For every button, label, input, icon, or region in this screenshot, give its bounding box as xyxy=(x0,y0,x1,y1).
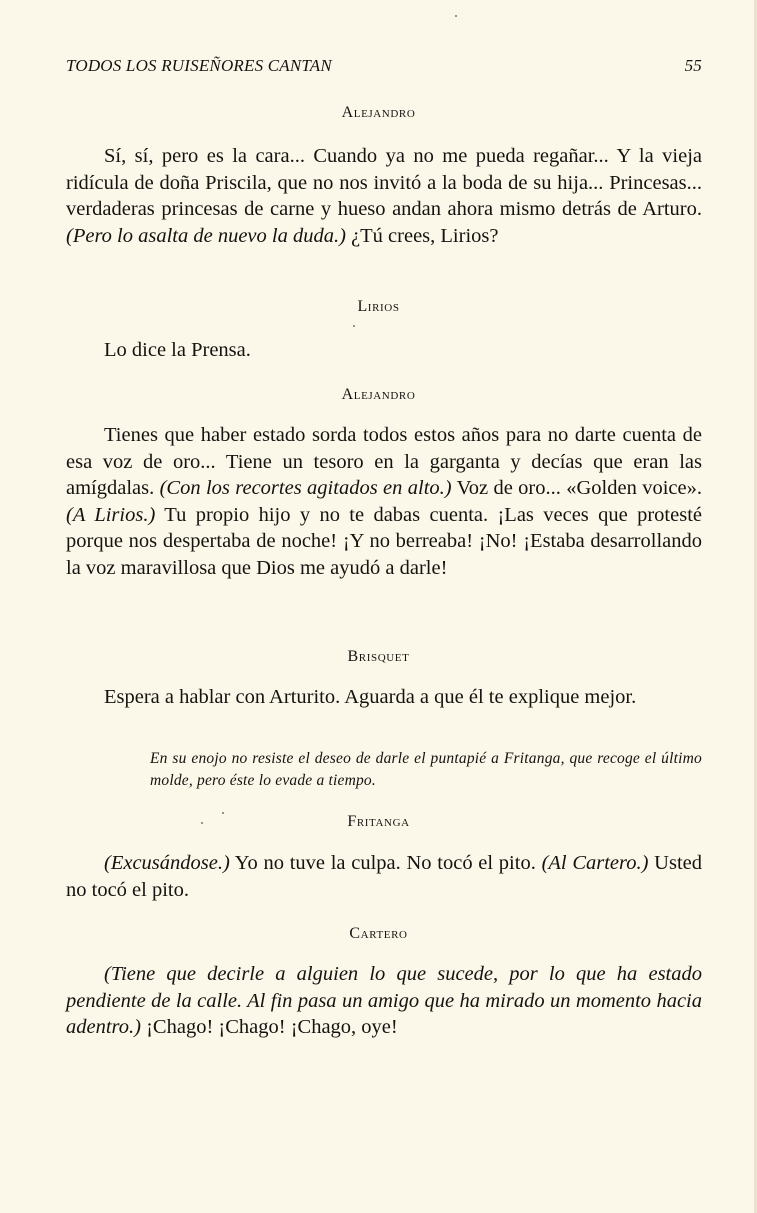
page-number: 55 xyxy=(684,56,702,75)
speech-text: Usted no tocó el pito. xyxy=(66,852,703,901)
speaker-cartero: Cartero xyxy=(349,925,408,942)
speech-lirios: Lo dice la Prensa. xyxy=(104,339,251,361)
speaker-fritanga: Fritanga xyxy=(347,813,410,830)
speech-text: ¡Chago! ¡Chago! ¡Chago, oye! xyxy=(140,1016,398,1039)
speech-text: ¿Tú crees, Lirios? xyxy=(345,224,499,247)
book-title: TODOS LOS RUISEÑORES CANTAN xyxy=(66,56,332,75)
paper-speck xyxy=(222,812,224,814)
speaker-brisquet: Brisquet xyxy=(347,648,410,665)
speaker-alejandro-1: Alejandro xyxy=(341,104,416,121)
running-head xyxy=(66,56,702,80)
speech-text: Tu propio hijo y no te dabas cuenta. ¡Las veces que protesté porque nos despertaba de noche! ¡Y no berreaba! ¡No! ¡Estaba desarrollando la voz maravillosa que Dios me ayudó a darle! xyxy=(66,503,702,579)
stage-direction-inline: (Al Cartero.) xyxy=(541,852,649,874)
paper-speck xyxy=(455,15,457,17)
stage-direction-inline: (Con los recortes agitados en alto.) xyxy=(159,477,452,500)
stage-direction-block: En su enojo no resiste el deseo de darle el puntapié a Fritanga, que recoge el último molde, pero éste lo evade a tiempo. xyxy=(150,750,702,789)
speech-fritanga xyxy=(66,850,702,903)
speech-text: Voz de oro... «Golden voice». xyxy=(451,477,702,500)
speech-cartero xyxy=(66,961,702,1041)
speech-text: Yo no tuve la culpa. No tocó el pito. xyxy=(229,852,542,874)
speaker-alejandro-2: Alejandro xyxy=(341,386,416,403)
speech-text: Tienes que haber estado sorda todos estos años para no darte cuenta de esa voz de oro... Tiene un tesoro en la garganta y decías que eran las amígdalas. xyxy=(66,424,702,500)
stage-direction-inline: (Excusándose.) xyxy=(104,852,230,874)
speech-text: Sí, sí, pero es la cara... Cuando ya no me pueda regañar... Y la vieja ridícula de doña Priscila, que no nos invitó a la boda de su hija... Princesas... verdaderas princesas de carne y hueso andan ahora mismo detrás de Arturo. xyxy=(66,145,702,221)
speech-alejandro-2 xyxy=(66,422,702,582)
speech-alejandro-1 xyxy=(66,143,702,249)
paper-speck xyxy=(353,325,355,327)
paper-speck xyxy=(201,822,203,824)
stage-direction-inline: (Pero lo asalta de nuevo la duda.) xyxy=(66,224,346,247)
speaker-lirios: Lirios xyxy=(357,298,400,315)
stage-direction-inline: (Tiene que decirle a alguien lo que sucede, por lo que ha estado pendiente de la calle. Al fin pasa un amigo que ha mirado un momento hacia adentro.) xyxy=(66,963,702,1039)
stage-direction-inline: (A Lirios.) xyxy=(66,503,156,526)
speech-brisquet: Espera a hablar con Arturito. Aguarda a que él te explique mejor. xyxy=(104,686,637,708)
